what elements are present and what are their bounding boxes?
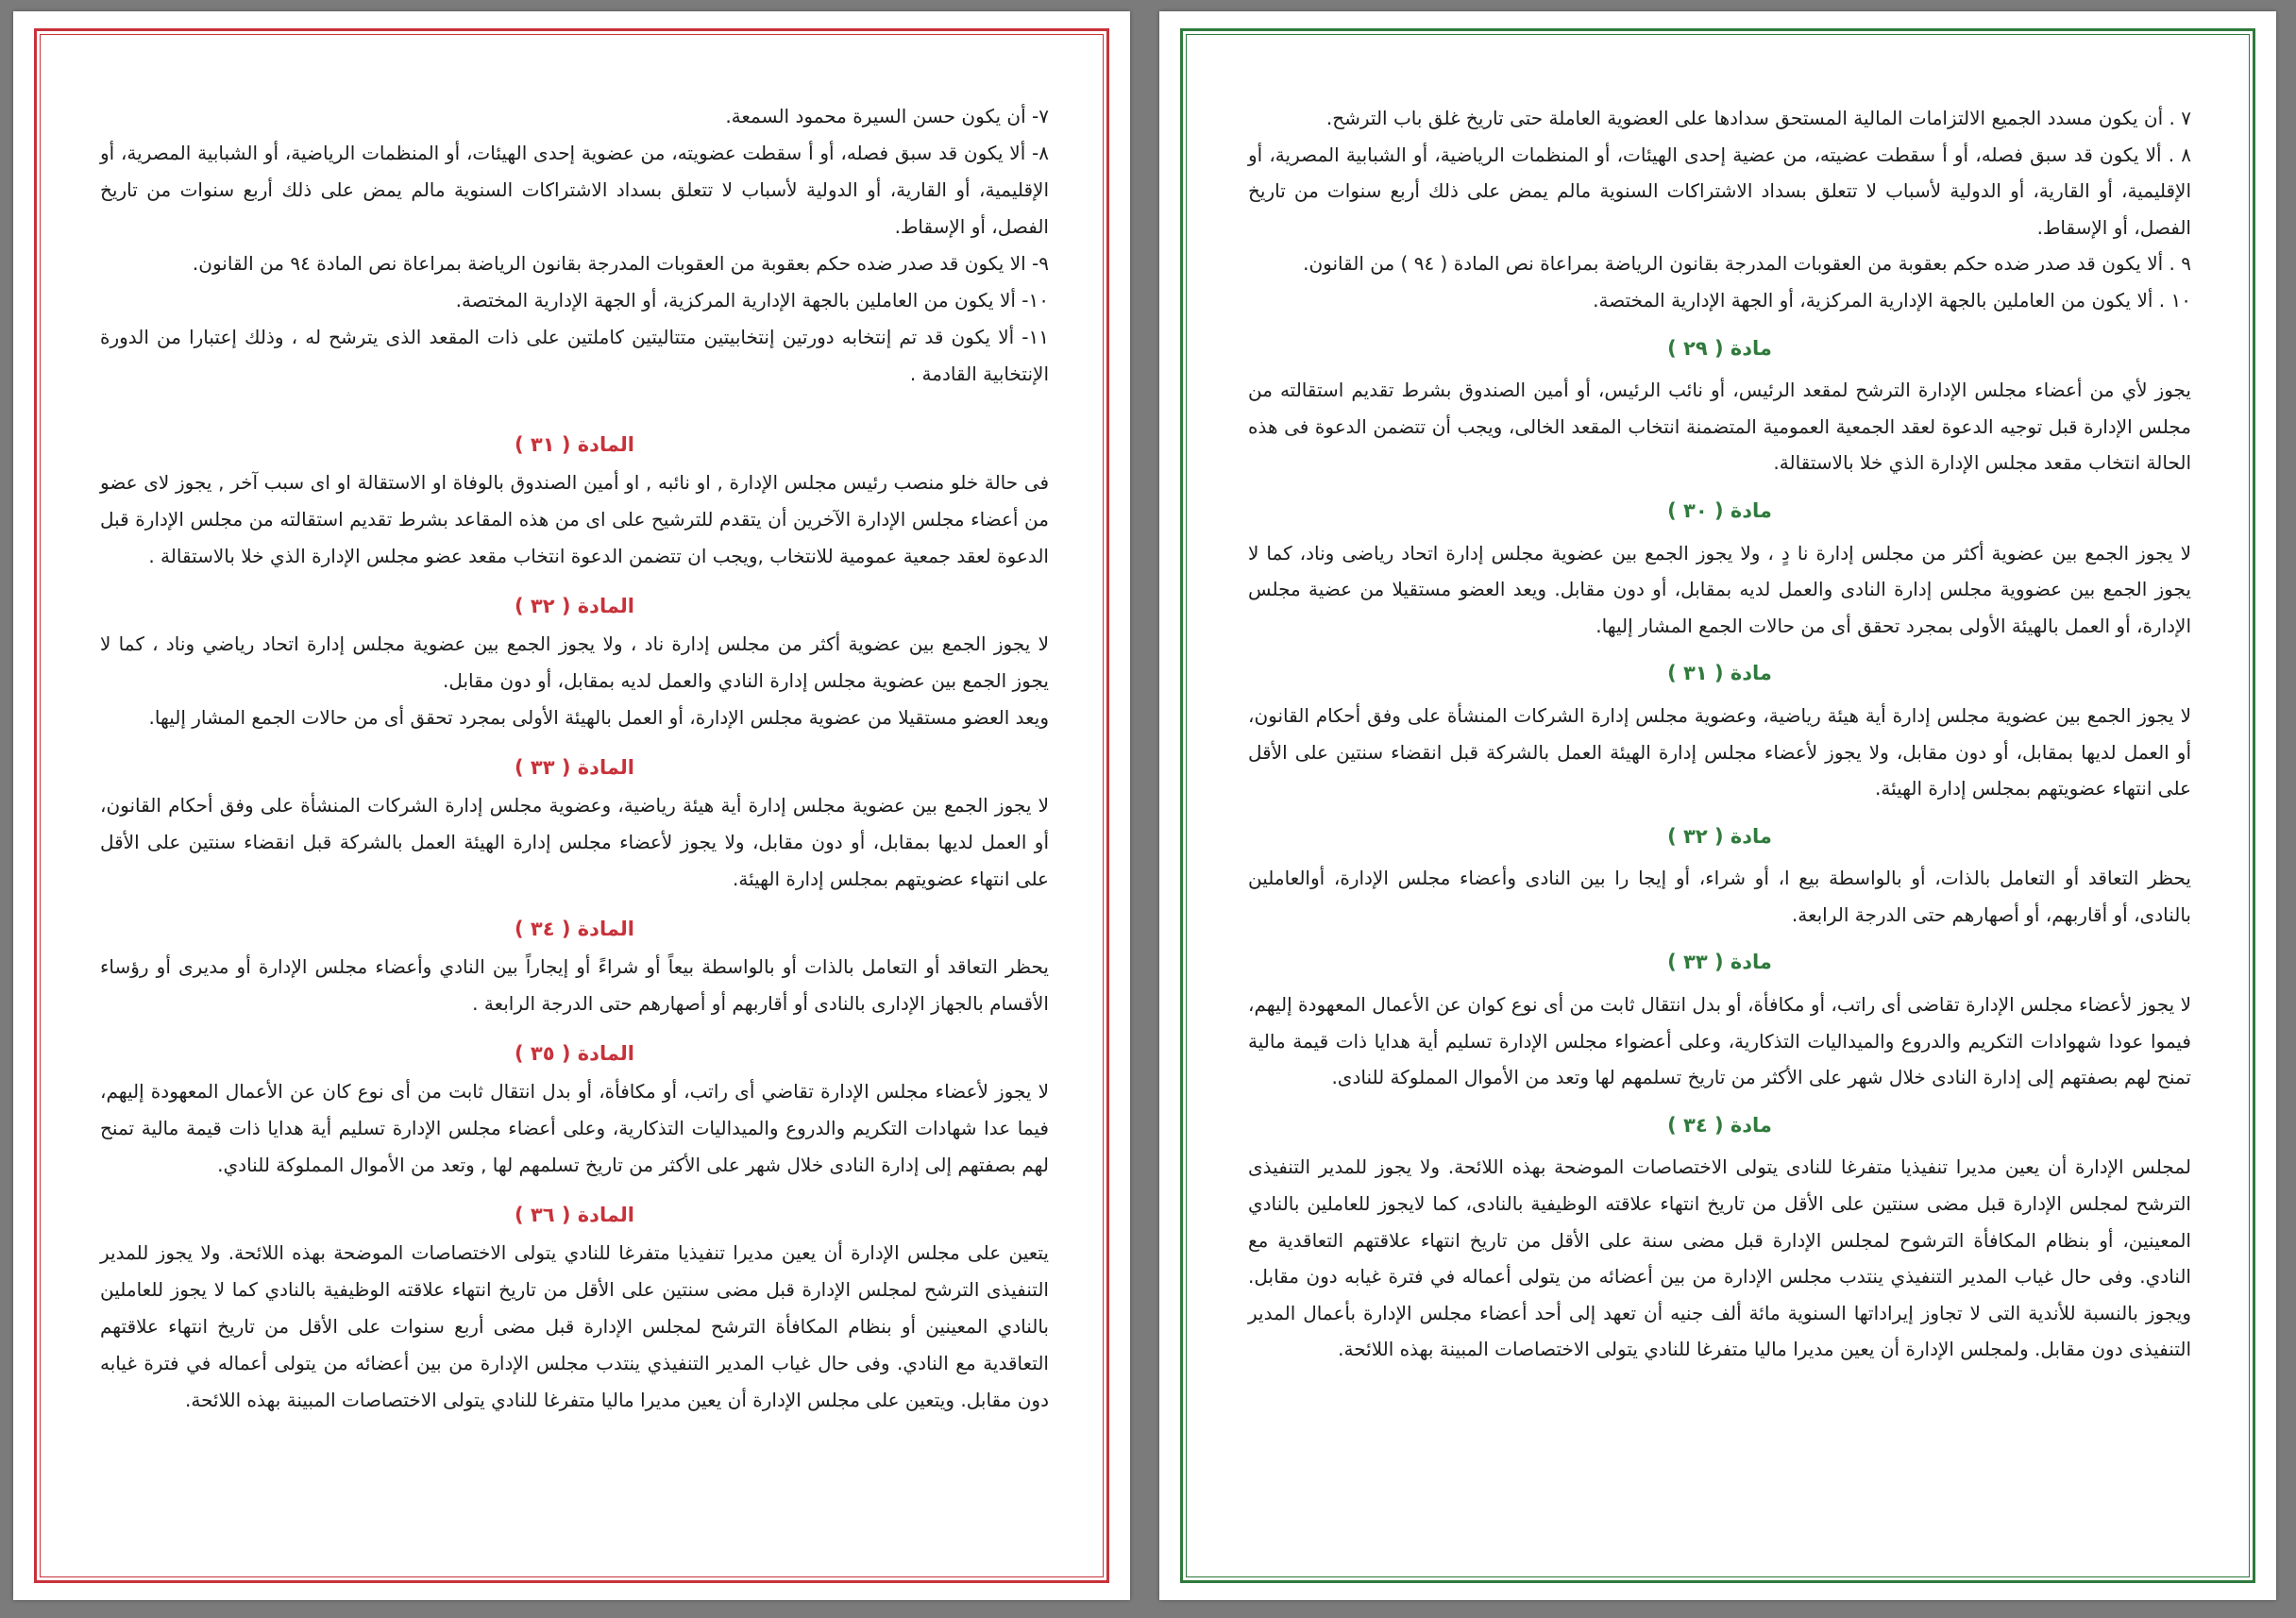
list-item: ٧- أن يكون حسن السيرة محمود السمعة. [725,105,1049,127]
article-heading: المادة ( ٣٥ ) [514,1042,634,1065]
article-paragraph: لا يجوز الجمع بين عضوية أكثر من مجلس إدارة ناد ، ولا يجوز الجمع بين عضوية مجلس إدارة اتحاد رياضي وناد ، كما لا يجوز الجمع بين عضوية مجلس إدارة النادي والعمل لديه بمقابل، أو دون مقابل. [100,632,1049,692]
article-heading: المادة ( ٣٢ ) [514,595,634,617]
article-heading: المادة ( ٣٦ ) [514,1204,634,1226]
article-paragraph: لمجلس الإدارة أن يعين مديرا تنفيذيا متفرغا للنادى يتولى الاختصاصات الموضحة بهذه اللائحة. ولا يجوز للمدير التنفيذى الترشح لمجلس الإدارة قبل مضى سنتين على الأقل من تاريخ انتهاء علاقته الوظيفية بالنادى، كما لايجوز للعاملين بالنادي المعينين، أو بنظام المكافأة الترشوح لمجلس الإدارة قبل مضى سنة على الأقل من تاريخ انتهاء علاقتهم التعاقدية مع النادي. وفى حال غياب المدير التنفيذي ينتدب مجلس الإدارة من بين أعضائه من يتولى أعماله في فترة غيابه دون مقابل. ويجوز بالنسبة للأندية التى لا تجاوز إيراداتها السنوية مائة ألف جنيه أن تعهد إلى أحد أعضاء مجلس الإدارة بأعمال المدير التنفيذى دون مقابل. ولمجلس الإدارة أن يعين مديرا ماليا متفرغا للنادي يتولى الاختصاصات المبينة بهذه اللائحة. [1248,1155,2191,1361]
article-heading: مادة ( ٣٠ ) [1667,498,1772,522]
list-item: ٨ . ألا يكون قد سبق فصله، أو أ سقطت عضيته، من عضية إحدى الهيئات، أو المنظمات الرياضية، أو الشبابية المصرية، أو الإقليمية، أو القارية، أو الدولية لأسباب لا تتعلق بسداد الاشتراكات السنوية مالم يمض على ذلك أربع سنوات من تاريخ الفصل، أو الإسقاط. [1248,143,2191,239]
article-heading: المادة ( ٣٣ ) [514,756,634,779]
article-paragraph: ويعد العضو مستقيلا من عضوية مجلس الإدارة، أو العمل بالهيئة الأولى بمجرد تحقق أى من حالات الجمع المشار إليها. [148,706,1049,729]
document-page-right [1159,11,2276,1600]
article-heading: مادة ( ٣١ ) [1667,662,1772,685]
article-paragraph: يحظر التعاقد أو التعامل بالذات، أو بالواسطة بيع ا، أو شراء، أو إيجا را بين النادى وأعضاء مجلس الإدارة، أوالعاملين بالنادى، أو أقاربهم، أو أصهارهم حتى الدرجة الرابعة. [1248,867,2191,926]
page-content [1248,100,2191,1368]
list-item: ١١- ألا يكون قد تم إنتخابه دورتين إنتخابيتين متتاليتين كاملتين على ذات المقعد الذى يترشح له ، وذلك إعتبارا من الدورة الإنتخابية القادمة . [100,326,1049,385]
list-item: ١٠ . ألا يكون من العاملين بالجهة الإدارية المركزية، أو الجهة الإدارية المختصة. [1593,288,2191,312]
list-item: ٨- ألا يكون قد سبق فصله، أو أ سقطت عضويته، من عضوية إحدى الهيئات، أو المنظمات الرياضية، أو الشبابية المصرية، أو الإقليمية، أو القارية، أو الدولية لأسباب لا تتعلق بسداد الاشتراكات السنوية مالم يمض على ذلك أربع سنوات من تاريخ الفصل، أو الإسقاط. [100,142,1049,238]
article-heading: مادة ( ٢٩ ) [1667,336,1772,360]
article-heading: المادة ( ٣١ ) [514,433,634,456]
article-paragraph: لا يجوز الجمع بين عضوية مجلس إدارة أية هيئة رياضية، وعضوية مجلس إدارة الشركات المنشأة على وفق أحكام القانون، أو العمل لديها بمقابل، أو دون مقابل، ولا يجوز لأعضاء مجلس إدارة الهيئة العمل بالشركة قبل انقضاء سنتين على الأقل على انتهاء عضويتهم بمجلس إدارة الهيئة. [100,794,1049,890]
list-item: ٩- الا يكون قد صدر ضده حكم بعقوبة من العقوبات المدرجة بقانون الرياضة بمراعاة نص المادة ٩٤ من القانون. [192,252,1049,275]
article-paragraph: يجوز لأي من أعضاء مجلس الإدارة الترشح لمقعد الرئيس، أو نائب الرئيس، أو أمين الصندوق بشرط تقديم استقالته من مجلس الإدارة قبل توجيه الدعوة لعقد الجمعية العمومية المتضمنة انتخاب المقعد الخالى، ويجب أن تتضمن الدعوة فى هذه الحالة انتخاب مقعد مجلس الإدارة الذي خلا بالاستقالة. [1248,379,2191,475]
article-paragraph: يتعين على مجلس الإدارة أن يعين مديرا تنفيذيا متفرغا للنادي يتولى الاختصاصات الموضحة بهذه اللائحة. ولا يجوز للمدير التنفيذى الترشح لمجلس الإدارة قبل مضى سنتين على الأقل من تاريخ انتهاء علاقته الوظيفية بالنادي كما لا يجوز للعاملين بالنادي المعينين أو بنظام المكافأة الترشح لمجلس الإدارة قبل مضى أربع سنوات على الأقل من تاريخ انتهاء علاقتهم التعاقدية مع النادي. وفى حال غياب المدير التنفيذي ينتدب مجلس الإدارة من بين أعضائه من يتولى أعماله في فترة غيابه دون مقابل. ويتعين على مجلس الإدارة أن يعين مديرا ماليا متفرغا للنادي يتولى الاختصاصات المبينة بهذه اللائحة. [100,1241,1049,1411]
document-page-left [13,11,1130,1600]
list-item: ٩ . ألا يكون قد صدر ضده حكم بعقوبة من العقوبات المدرجة بقانون الرياضة بمراعاة نص المادة ( ٩٤ ) من القانون. [1303,252,2191,276]
article-heading: مادة ( ٣٣ ) [1667,951,1772,974]
article-heading: مادة ( ٣٢ ) [1667,824,1772,848]
article-paragraph: يحظر التعاقد أو التعامل بالذات أو بالواسطة بيعاً أو شراءً أو إيجاراً بين النادي وأعضاء مجلس الإدارة أو مديرى أو رؤساء الأقسام بالجهاز الإدارى بالنادى أو أقاربهم أو أصهارهم حتى الدرجة الرابعة . [100,955,1049,1015]
list-item: ١٠- ألا يكون من العاملين بالجهة الإدارية المركزية، أو الجهة الإدارية المختصة. [455,289,1049,312]
article-paragraph: لا يجوز لأعضاء مجلس الإدارة تقاضي أى راتب، أو مكافأة، أو بدل انتقال ثابت من أى نوع كان عن الأعمال المعهودة إليهم، فيما عدا شهادات التكريم والدروع والميداليات التذكارية، وعلى أعضاء مجلس الإدارة تسليم أية هدايا ذات قيمة مالية تمنح لهم بصفتهم إلى إدارة النادى خلال شهر على الأكثر من تاريخ تسلمهم لها , وتعد من الأموال المملوكة للنادي. [100,1080,1049,1176]
article-paragraph: لا يجوز لأعضاء مجلس الإدارة تقاضى أى راتب، أو مكافأة، أو بدل انتقال ثابت من أى نوع كوان عن الأعمال المعهودة إليهم، فيموا عودا شهوادات التكريم والدروع والميداليات التذكارية، وعلى أعضواء مجلس الإدارة تسليم أية هدايا ذات قيمة مالية تمنح لهم بصفتهم إلى إدارة النادى خلال شهر على الأكثر من تاريخ تسلمهم لها وتعد من الأموال المملوكة للنادى. [1248,993,2191,1089]
article-paragraph: لا يجوز الجمع بين عضوية أكثر من مجلس إدارة نا دٍ ، ولا يجوز الجمع بين عضوية مجلس إدارة اتحاد رياضى وناد، كما لا يجوز الجمع بين عضووية مجلس إدارة النادى والعمل لديه بمقابل، أو دون مقابل. ويعد العضو مستقيلا من عضية مجلس الإدارة، أو العمل بالهيئة الأولى بمجرد تحقق أى من حالات الجمع المشار إليها. [1248,541,2191,637]
article-heading: مادة ( ٣٤ ) [1667,1113,1772,1137]
article-paragraph: لا يجوز الجمع بين عضوية مجلس إدارة أية هيئة رياضية، وعضوية مجلس إدارة الشركات المنشأة على وفق أحكام القانون، أو العمل لديها بمقابل، أو دون مقابل، ولا يجوز لأعضاء مجلس إدارة الهيئة العمل بالشركة قبل انقضاء سنتين على الأقل على انتهاء عضويتهم بمجلس إدارة الهيئة. [1248,703,2191,801]
list-item: ٧ . أن يكون مسدد الجميع الالتزامات المالية المستحق سدادها على العضوية العاملة حتى تاريخ غلق باب الترشح. [1325,107,2191,129]
article-paragraph: فى حالة خلو منصب رئيس مجلس الإدارة , او نائبه , او أمين الصندوق بالوفاة او الاستقالة او اى سبب آخر , يجوز لاى عضو من أعضاء مجلس الإدارة الآخرين أن يتقدم للترشيح على اى من هذه المقاعد بشرط تقديم استقالته من مجلس الإدارة قبل الدعوة لعقد جمعية عمومية للانتخاب ,ويجب ان تتضمن الدعوة انتخاب مقعد عضو مجلس الإدارة الذي خلا بالاستقالة . [100,471,1049,567]
article-heading: المادة ( ٣٤ ) [514,918,634,940]
page-content [100,98,1049,1419]
